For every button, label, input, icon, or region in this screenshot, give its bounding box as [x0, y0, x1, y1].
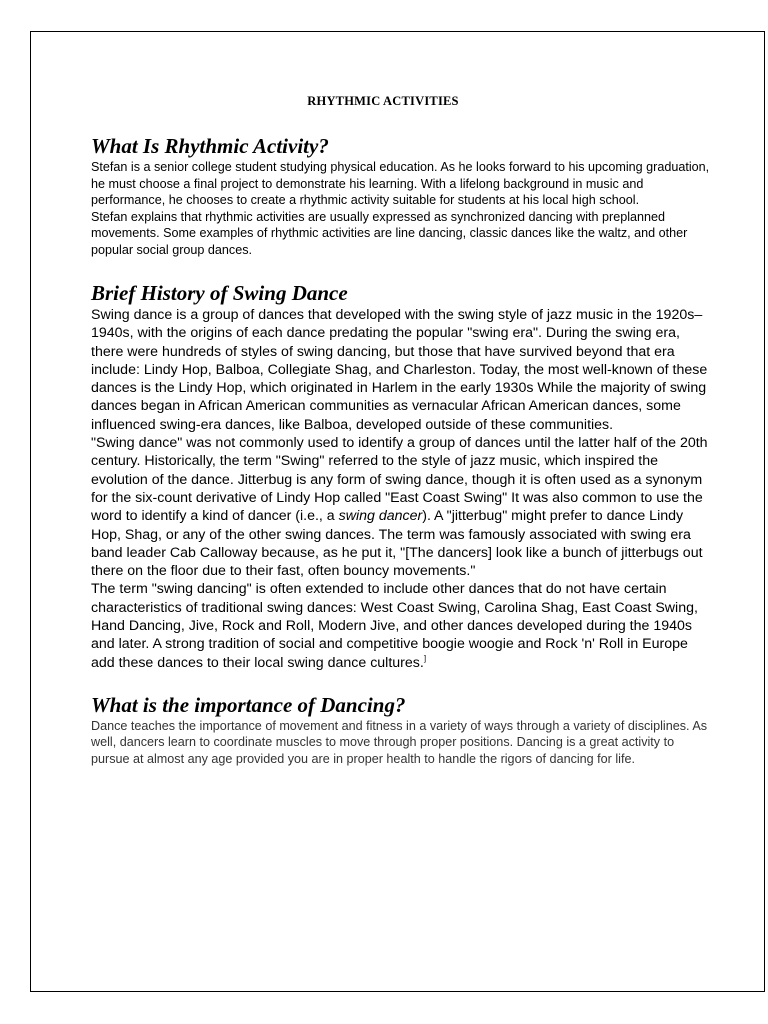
swing-term-text-b: ). A "jitterbug" might prefer to dance Lindy Hop, Shag, or any of the other swing dances. The term was famously associated with swing era band leader Cab Calloway because, as he put it, "[The dancers] look like a bunch of jitterbugs out there on the floor due to their fast, often bouncy movements." — [91, 508, 703, 580]
paragraph-dance-importance: Dance teaches the importance of movement and fitness in a variety of ways through a variety of disciplines. As well, dancers learn to coordinate muscles to move through proper positions. Dancing is a great activity to pursue at almost any age provided you are in proper health to handle the rigors of dancing for life. — [91, 718, 708, 766]
swing-dancer-emphasis: swing dancer — [338, 508, 423, 525]
section-heading-swing-history: Brief History of Swing Dance — [91, 281, 348, 305]
swing-term-text-a: "Swing dance" was not commonly used to identify a group of dances until the latter half of the 20th century. Historically, the term "Swing" referred to the style of jazz music, which inspired the evolution of the dance. Jitterbug is any form of swing dance, though it is often used as a synonym for the six-count derivative of Lindy Hop called "East Coast Swing" It was also common to use the word to identify a kind of dancer (i.e., a — [91, 435, 708, 525]
document-content — [91, 92, 711, 767]
paragraph-stefan-intro: Stefan is a senior college student studying physical education. As he looks forward to his upcoming graduation, he must choose a final project to demonstrate his learning. With a lifelong background in music and performance, he chooses to create a rhythmic activity suitable for students at his local high school. — [91, 160, 710, 207]
paragraph-swing-origins: Swing dance is a group of dances that developed with the swing style of jazz music in the 1920s–1940s, with the origins of each dance predating the popular "swing era". During the swing era, there were hundreds of styles of swing dancing, but those that have survived beyond that era include: Lindy Hop, Balboa, Collegiate Shag, and Charleston. Today, the most well-known of these dances is the Lindy Hop, which originated in Harlem in the early 1930s While the majority of swing dances began in African American communities as vernacular African American dances, some influenced swing-era dances, like Balboa, developed outside of these communities. — [91, 307, 708, 433]
swing-extended-text: The term "swing dancing" is often extended to include other dances that do not have certain characteristics of traditional swing dances: West Coast Swing, Carolina Shag, East Coast Swing, Hand Dancing, Jive, Rock and Roll, Modern Jive, and other dances developed during the 1940s and later. A strong tradition of social and competitive boogie woogie and Rock 'n' Roll in Europe add these dances to their local swing dance cultures. — [91, 581, 698, 671]
section-heading-dance-importance: What is the importance of Dancing? — [91, 692, 406, 717]
document-page — [30, 31, 765, 992]
section-heading-rhythmic-activity: What Is Rhythmic Activity? — [91, 134, 329, 158]
reference-marker: ] — [423, 653, 427, 663]
document-title: RHYTHMIC ACTIVITIES — [307, 94, 459, 108]
paragraph-swing-extended — [91, 580, 711, 671]
paragraph-swing-term — [91, 434, 711, 580]
paragraph-rhythmic-definition: Stefan explains that rhythmic activities are usually expressed as synchronized dancing with preplanned movements. Some examples of rhythmic activities are line dancing, classic dances like the waltz, and other popular social group dances. — [91, 209, 688, 257]
